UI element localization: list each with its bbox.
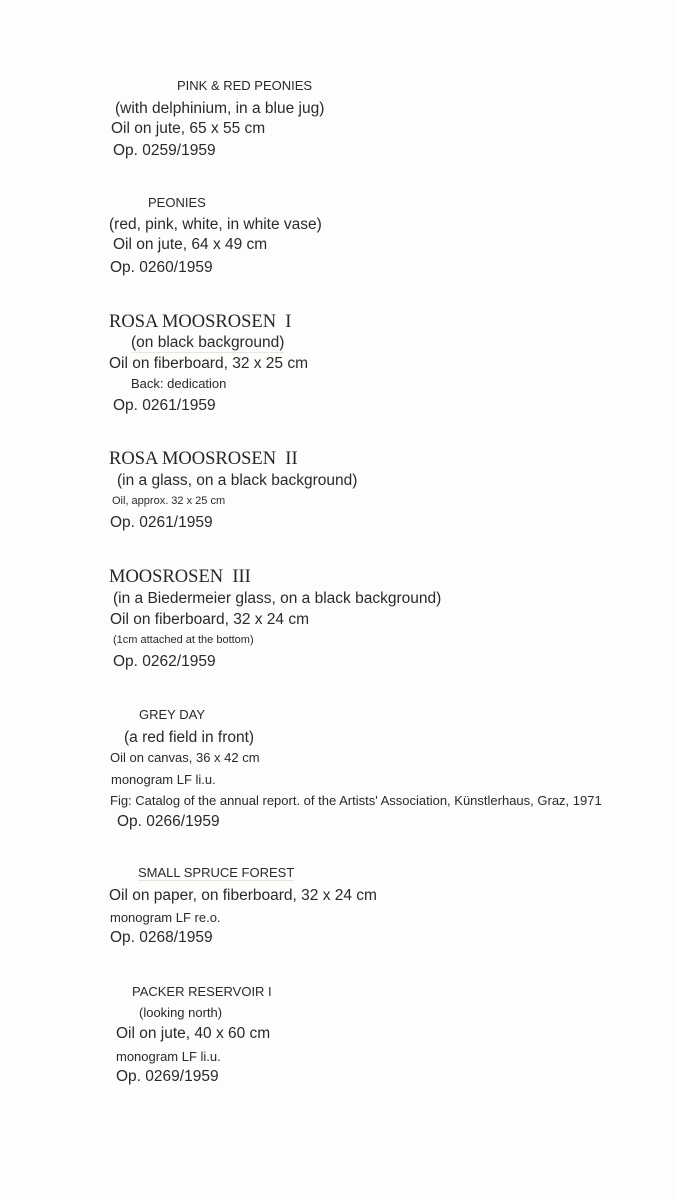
entry-subtitle: (red, pink, white, in white vase) <box>109 216 322 233</box>
entry-title: GREY DAY <box>139 707 205 722</box>
entry-medium: Oil on jute, 65 x 55 cm <box>111 120 266 137</box>
entry-title: ROSA MOOSROSEN I <box>109 312 292 332</box>
entry-medium: Oil, approx. 32 x 25 cm <box>112 495 226 507</box>
entry-note: (1cm attached at the bottom) <box>113 634 254 646</box>
entry-opus: Op. 0262/1959 <box>113 653 216 670</box>
entry-title: PACKER RESERVOIR I <box>132 984 272 999</box>
entry-medium: Oil on paper, on fiberboard, 32 x 24 cm <box>109 887 377 904</box>
entry-medium: Oil on jute, 64 x 49 cm <box>113 236 268 253</box>
entry-subtitle: (in a Biedermeier glass, on a black background) <box>113 590 442 607</box>
entry-subtitle: (looking north) <box>139 1005 223 1020</box>
entry-title: MOOSROSEN III <box>109 567 251 587</box>
entry-subtitle: (with delphinium, in a blue jug) <box>115 100 325 117</box>
entry-subtitle: (on black background) <box>131 334 285 351</box>
entry-medium: Oil on canvas, 36 x 42 cm <box>110 750 260 765</box>
entry-note: Back: dedication <box>131 376 227 391</box>
entry-subtitle: (in a glass, on a black background) <box>117 472 358 489</box>
entry-monogram: monogram LF li.u. <box>116 1049 221 1064</box>
entry-title: PINK & RED PEONIES <box>177 78 313 93</box>
entry-opus: Op. 0261/1959 <box>110 514 213 531</box>
entry-monogram: monogram LF re.o. <box>110 910 221 925</box>
entry-opus: Op. 0266/1959 <box>117 813 220 830</box>
entry-opus: Op. 0259/1959 <box>113 142 216 159</box>
entry-medium: Oil on jute, 40 x 60 cm <box>116 1025 271 1042</box>
entry-opus: Op. 0260/1959 <box>110 259 213 276</box>
entry-figure-reference: Fig: Catalog of the annual report. of the Artists' Association, Künstlerhaus, Graz, 1971 <box>110 793 602 808</box>
entry-title: ROSA MOOSROSEN II <box>109 449 298 469</box>
entry-subtitle: (a red field in front) <box>124 729 255 746</box>
entry-opus: Op. 0268/1959 <box>110 929 213 946</box>
entry-title: SMALL SPRUCE FOREST <box>138 865 295 880</box>
entry-opus: Op. 0261/1959 <box>113 397 216 414</box>
entry-opus: Op. 0269/1959 <box>116 1068 219 1085</box>
entry-monogram: monogram LF li.u. <box>111 772 216 787</box>
entry-medium: Oil on fiberboard, 32 x 24 cm <box>110 611 310 628</box>
entry-title: PEONIES <box>148 195 206 210</box>
entry-medium: Oil on fiberboard, 32 x 25 cm <box>109 355 309 372</box>
